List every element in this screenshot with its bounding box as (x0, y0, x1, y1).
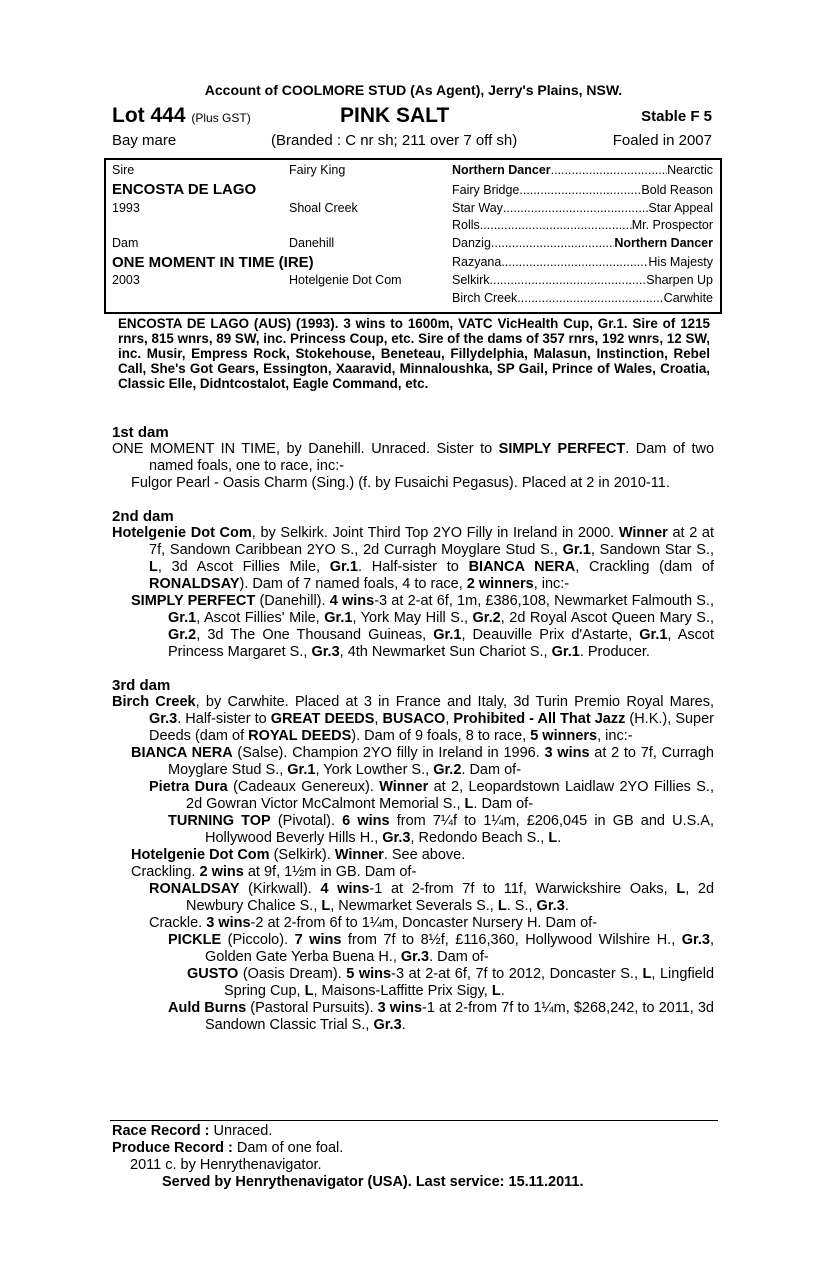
bold-text: Gr.1 (551, 644, 580, 660)
text: , inc:- (597, 728, 633, 744)
bold-text: BIANCA NERA (131, 745, 233, 761)
bold-text: Gr.1 (168, 610, 197, 626)
text: Fulgor Pearl - Oasis Charm (Sing.) (f. by Fusaichi Pegasus). Placed at 2 in 2010-11. (131, 475, 670, 491)
text: . (401, 1017, 406, 1033)
bold-text: L (149, 559, 158, 575)
bold-text: GREAT DEEDS (270, 711, 375, 727)
bold-text: ROYAL DEEDS (248, 728, 352, 744)
pedigree-entry (112, 593, 714, 661)
bold-text: Gr.1 (287, 762, 316, 778)
text: , Newmarket Severals S., (330, 898, 498, 914)
text: , Ascot Fillies' Mile, (196, 610, 325, 626)
text: , 4th Newmarket Sun Chariot S., (339, 644, 552, 660)
section-heading (112, 508, 714, 525)
dot-leader (491, 236, 614, 250)
dot-leader (519, 183, 641, 197)
pedigree-entry (112, 441, 714, 475)
bold-text: Hotelgenie Dot Com (131, 847, 270, 863)
produce-record (112, 1140, 716, 1157)
brand-info: (Branded : C nr sh; 211 over 7 off sh) (271, 132, 518, 149)
pedigree-entry (112, 881, 714, 915)
dam-sire: Danehill (289, 236, 335, 250)
text: , 3d Ascot Fillies Mile, (157, 559, 330, 575)
dot-leader (551, 163, 668, 177)
text: , York Lowther S., (315, 762, 434, 778)
bold-text: Gr.3 (681, 932, 710, 948)
pedigree-entry (112, 779, 714, 813)
text: . Dam of- (429, 949, 489, 965)
vendor-account: Account of COOLMORE STUD (As Agent), Jerry's Plains, NSW. (204, 82, 623, 98)
ancestor-grandsire: Carwhite (663, 291, 713, 305)
ancestor-grandsire: Sharpen Up (646, 273, 713, 287)
text: . Half-sister to (177, 711, 271, 727)
text: (Kirkwall). (239, 881, 321, 897)
bold-text: Auld Burns (168, 1000, 247, 1016)
bold-text: 7 wins (294, 932, 342, 948)
text: . Dam of- (461, 762, 522, 778)
bold-text: Hotelgenie Dot Com (112, 525, 252, 541)
section-heading (112, 424, 714, 441)
bold-text: Gr.1 (562, 542, 591, 558)
dot-leader (517, 291, 663, 305)
bold-text: Gr.1 (329, 559, 358, 575)
bold-text: BUSACO (382, 711, 446, 727)
text: . See above. (383, 847, 466, 863)
text: ONE MOMENT IN TIME, by Danehill. Unraced. Sister to (112, 441, 499, 457)
bold-text: Gr.3 (149, 711, 178, 727)
stable-location: Stable F 5 (641, 108, 712, 125)
text: , inc:- (533, 576, 570, 592)
text: at 2 at 7f, Sandown Caribbean 2YO S., 2d Curragh Moyglare Stud S., (149, 525, 714, 558)
bold-text: Gr.3 (536, 898, 565, 914)
bold-text: Gr.1 (433, 627, 462, 643)
section-heading (112, 677, 714, 694)
text: , Maisons-Laffitte Prix Sigy, (313, 983, 492, 999)
text: , Sandown Star S., (590, 542, 714, 558)
dam-dam: Hotelgenie Dot Com (289, 273, 402, 287)
bold-text: L (642, 966, 652, 982)
text: , (445, 711, 454, 727)
text: (Danehill). (255, 593, 330, 609)
ancestor-sire: Fairy Bridge (452, 183, 520, 197)
bold-text: L (497, 898, 507, 914)
bold-text: 6 wins (342, 813, 390, 829)
sire-year: 1993 (112, 201, 140, 215)
text: at 2, Leopardstown Laidlaw 2YO Fillies S., 2d Gowran Victor McCalmont Memorial S., (186, 779, 714, 812)
text: , Crackling (dam of (575, 559, 715, 575)
bold-text: 4 wins (329, 593, 375, 609)
horse-name: PINK SALT (340, 104, 450, 127)
lot-number (112, 104, 251, 128)
bold-text: Gr.3 (373, 1017, 402, 1033)
race-record-label: Race Record : (112, 1123, 210, 1139)
bold-text: RONALDSAY (149, 881, 240, 897)
ancestor-sire: Star Way (452, 201, 503, 215)
bold-text: Gr.1 (324, 610, 353, 626)
bold-text: GUSTO (187, 966, 239, 982)
bold-text: 2 wins (199, 864, 244, 880)
bold-text: L (321, 898, 331, 914)
bold-text: 5 winners (530, 728, 598, 744)
bold-text: 3 wins (206, 915, 251, 931)
dam-name: ONE MOMENT IN TIME (IRE) (112, 254, 314, 271)
text: , by Selkirk. Joint Third Top 2YO Filly in Ireland in 2000. (251, 525, 619, 541)
divider (110, 1120, 718, 1121)
dot-leader (501, 255, 648, 269)
bold-text: L (676, 881, 686, 897)
ancestor-grandsire: Mr. Prospector (631, 218, 713, 232)
bold-text: Winner (334, 847, 384, 863)
ancestor-sire: Northern Dancer (452, 163, 551, 177)
bold-text: L (491, 983, 501, 999)
text: ). Dam of 9 foals, 8 to race, (351, 728, 531, 744)
bold-text: Prohibited - All That Jazz (453, 711, 626, 727)
served-by: Served by Henrythenavigator (USA). Last service: 15.11.2011. (162, 1174, 584, 1190)
ancestor-sire: Razyana (452, 255, 502, 269)
ancestor-sire: Selkirk (452, 273, 490, 287)
pedigree-entry (112, 915, 714, 932)
ancestor-row (452, 255, 713, 269)
bold-text: SIMPLY PERFECT (131, 593, 256, 609)
bold-text: Gr.3 (382, 830, 411, 846)
text: . (557, 830, 562, 846)
text: , Golden Gate Yerba Buena H., (205, 932, 714, 965)
pedigree-entry (112, 813, 714, 847)
text: (Cadeaux Genereux). (227, 779, 380, 795)
text: . Dam of two named foals, one to race, inc:- (149, 441, 715, 474)
text: from 7f to 8½f, £116,360, Hollywood Wilshire H., (341, 932, 682, 948)
bold-text: 3rd dam (112, 677, 171, 694)
text: at 2 to 7f, Curragh Moyglare Stud S., (168, 745, 714, 778)
sire-label: Sire (112, 163, 135, 177)
records (112, 1123, 716, 1191)
bold-text: L (464, 796, 474, 812)
bold-text: L (548, 830, 558, 846)
pedigree-entry (112, 966, 714, 1000)
text: (Pivotal). (270, 813, 343, 829)
text: -1 at 2-from 7f to 11f, Warwickshire Oaks, (369, 881, 677, 897)
bold-text: Winner (379, 779, 429, 795)
text: . Dam of- (473, 796, 534, 812)
bold-text: 5 wins (346, 966, 392, 982)
text: . (500, 983, 505, 999)
text: , 3d The One Thousand Guineas, (196, 627, 434, 643)
text: -3 at 2-at 6f, 7f to 2012, Doncaster S., (391, 966, 643, 982)
bold-text: Gr.3 (400, 949, 430, 965)
text: . Half-sister to (358, 559, 469, 575)
ancestor-grandsire: Bold Reason (641, 183, 713, 197)
text: at 9f, 1½m in GB. Dam of- (243, 864, 417, 880)
text: Crackling. (131, 864, 200, 880)
bold-text: Gr.3 (311, 644, 340, 660)
ancestor-row (452, 201, 713, 215)
dot-leader (503, 201, 648, 215)
bold-text: Gr.2 (433, 762, 462, 778)
race-record-value: Unraced. (213, 1123, 273, 1139)
race-record (112, 1123, 716, 1140)
bold-text: RONALDSAY (149, 576, 240, 592)
pedigree-entry (112, 864, 714, 881)
foal-2011: 2011 c. by Henrythenavigator. (130, 1157, 322, 1173)
bold-text: BIANCA NERA (468, 559, 576, 575)
dam-label: Dam (112, 236, 139, 250)
text: . Producer. (579, 644, 650, 660)
foaled-year: Foaled in 2007 (612, 132, 712, 149)
bold-text: Winner (618, 525, 668, 541)
ancestor-sire: Danzig (452, 236, 491, 250)
pedigree-entry (112, 745, 714, 779)
bold-text: 3 wins (544, 745, 590, 761)
ancestor-row (452, 236, 713, 250)
dot-leader (480, 218, 632, 232)
text: . S., (506, 898, 537, 914)
text: (Pastoral Pursuits). (246, 1000, 378, 1016)
ancestor-sire: Rolls (452, 218, 480, 232)
ancestor-grandsire: Northern Dancer (614, 236, 713, 250)
text: -2 at 2-from 6f to 1¼m, Doncaster Nursery H. Dam of- (250, 915, 598, 931)
bold-text: Gr.2 (472, 610, 501, 626)
text: , 2d Royal Ascot Queen Mary S., (500, 610, 714, 626)
pedigree-entry (112, 847, 714, 864)
text: -3 at 2-at 6f, 1m, £386,108, Newmarket Falmouth S., (374, 593, 714, 609)
bold-text: TURNING TOP (168, 813, 271, 829)
text: , Ascot Princess Margaret S., (168, 627, 714, 660)
ancestor-row (452, 273, 713, 287)
text: , York May Hill S., (352, 610, 473, 626)
dot-leader (490, 273, 647, 287)
pedigree-entry (112, 932, 714, 966)
bold-text: 2nd dam (112, 508, 174, 525)
text: (Salse). Champion 2YO filly in Ireland in 1996. (232, 745, 545, 761)
gst-note: (Plus GST) (191, 111, 251, 125)
text: (Selkirk). (269, 847, 335, 863)
produce-record-label: Produce Record : (112, 1140, 233, 1156)
text: , Lingfield Spring Cup, (224, 966, 715, 999)
text: Crackle. (149, 915, 207, 931)
text: . (564, 898, 569, 914)
bold-text: 2 winners (466, 576, 534, 592)
sire-sire: Fairy King (289, 163, 346, 177)
produce-record-value: Dam of one foal. (236, 1140, 344, 1156)
ancestor-grandsire: His Majesty (648, 255, 713, 269)
ancestor-sire: Birch Creek (452, 291, 518, 305)
text: (H.K.), Super Deeds (dam of (149, 711, 715, 744)
text: (Oasis Dream). (238, 966, 347, 982)
text: (Piccolo). (221, 932, 295, 948)
text: , 2d Newbury Chalice S., (186, 881, 715, 914)
bold-text: Pietra Dura (149, 779, 228, 795)
bold-text: Birch Creek (112, 694, 196, 710)
lot-label: Lot 444 (112, 104, 186, 127)
ancestor-grandsire: Nearctic (667, 163, 713, 177)
bold-text: Gr.1 (639, 627, 668, 643)
pedigree-entry (112, 694, 714, 745)
horse-sex: Bay mare (112, 132, 177, 149)
dam-year: 2003 (112, 273, 140, 287)
bold-text: Gr.2 (168, 627, 197, 643)
sire-dam: Shoal Creek (289, 201, 358, 215)
bold-text: PICKLE (168, 932, 222, 948)
bold-text: 4 wins (320, 881, 370, 897)
sire-summary: ENCOSTA DE LAGO (AUS) (1993). 3 wins to 1600m, VATC VicHealth Cup, Gr.1. Sire of 1215 rnrs, 815 wnrs, 89 SW, inc. Princess Coup, etc. Sire of the dams of 357 rnrs, 192 wnrs, 12 SW, inc. Musir, Empress Rock, Stokehouse, Beneteau, Fillydelphia, Malasun, Instinction, Rebel Call, She's Got Gears, Essington, Xaaravid, Minnaloushka, SP Gail, Prince of Wales, Croatia, Classic Elle, Didntcostalot, Eagle Command, etc. (118, 316, 710, 391)
text: from 7¼f to 1¼m, £206,045 in GB and U.S.A, Hollywood Beverly Hills H., (205, 813, 715, 846)
ancestor-row (452, 218, 713, 232)
text: , Redondo Beach S., (410, 830, 549, 846)
text: , Deauville Prix d'Astarte, (461, 627, 640, 643)
ancestor-row (452, 163, 713, 177)
bold-text: 1st dam (112, 424, 169, 441)
text: , by Carwhite. Placed at 3 in France and Italy, 3d Turin Premio Royal Mares, (195, 694, 714, 710)
text: -1 at 2-from 7f to 1¼m, $268,242, to 2011, 3d Sandown Classic Trial S., (205, 1000, 714, 1033)
ancestor-grandsire: Star Appeal (648, 201, 713, 215)
bold-text: SIMPLY PERFECT (498, 441, 626, 457)
pedigree-entry (112, 1000, 714, 1034)
bold-text: L (304, 983, 314, 999)
bold-text: 3 wins (377, 1000, 423, 1016)
ancestor-row (452, 183, 713, 197)
text: ). Dam of 7 named foals, 4 to race, (239, 576, 467, 592)
ancestor-row (452, 291, 713, 305)
pedigree-entry (112, 525, 714, 593)
pedigree-text (112, 424, 714, 1034)
sire-name: ENCOSTA DE LAGO (112, 181, 257, 198)
text: , (374, 711, 383, 727)
pedigree-entry (112, 475, 714, 492)
